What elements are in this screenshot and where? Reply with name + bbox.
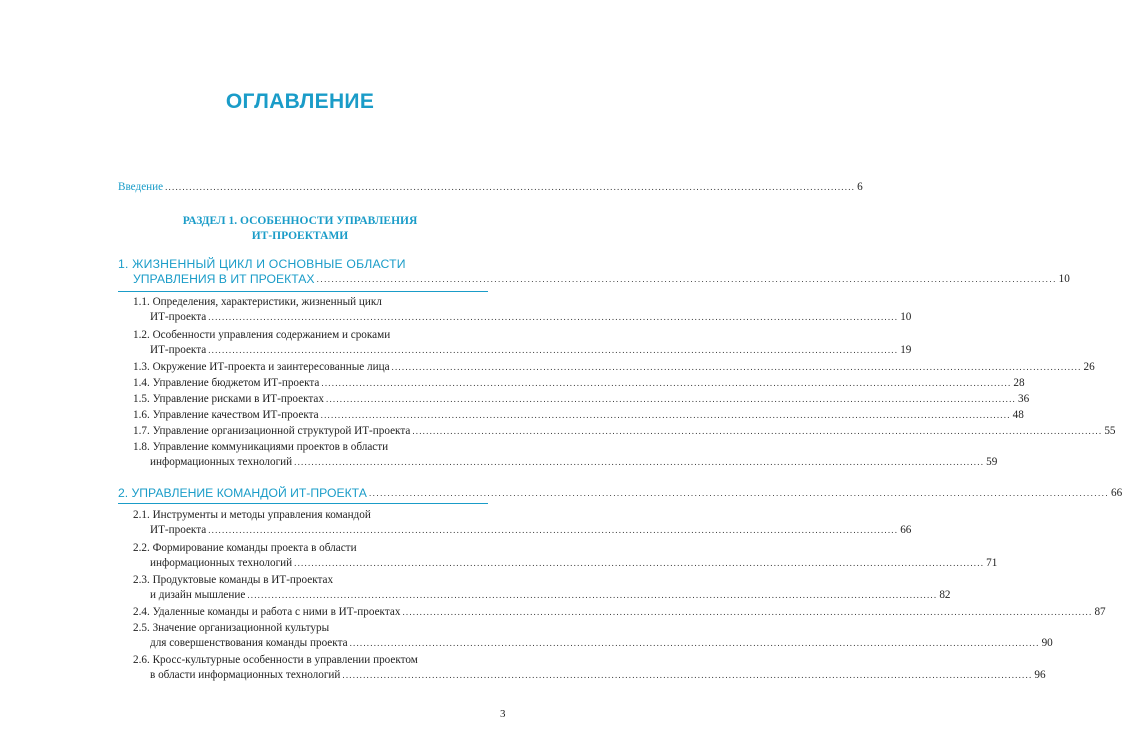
toc-entry-page: 10 bbox=[1058, 273, 1070, 285]
leader-dots: ........................................................................................................................................................................................................ bbox=[294, 558, 985, 568]
leader-dots: ........................................................................................................................................................................................................ bbox=[208, 525, 899, 535]
toc-entry-label: Введение bbox=[118, 181, 164, 193]
toc-subentry[interactable] bbox=[150, 636, 1053, 650]
toc-subentry-page: 90 bbox=[1041, 637, 1053, 649]
leader-dots: ........................................................................................................................................................................................................ bbox=[412, 426, 1103, 436]
toc-subentry-line1: 2.1. Инструменты и методы управления командой bbox=[133, 509, 371, 521]
leader-dots: ........................................................................................................................................................................................................ bbox=[368, 488, 1109, 498]
toc-subentry-page: 82 bbox=[939, 589, 951, 601]
toc-subentry-page: 10 bbox=[900, 311, 912, 323]
toc-subentry[interactable] bbox=[150, 455, 998, 469]
toc-subentry-label: и дизайн мышление bbox=[150, 589, 246, 601]
leader-dots: ........................................................................................................................................................................................................ bbox=[320, 410, 1011, 420]
toc-subentry[interactable] bbox=[133, 408, 1024, 422]
toc-subentry[interactable] bbox=[133, 424, 1116, 438]
toc-entry-intro[interactable] bbox=[118, 180, 863, 194]
toc-subentry-line1: 1.2. Особенности управления содержанием и сроками bbox=[133, 329, 391, 341]
toc-subentry-line1: 2.6. Кросс-культурные особенности в управлении проектом bbox=[133, 654, 418, 666]
toc-subentry-page: 66 bbox=[900, 524, 912, 536]
toc-subentry[interactable] bbox=[150, 310, 912, 324]
leader-dots: ........................................................................................................................................................................................................ bbox=[402, 607, 1093, 617]
toc-subentry[interactable] bbox=[150, 556, 998, 570]
toc-subentry-line1: 1.1. Определения, характеристики, жизненный цикл bbox=[133, 296, 382, 308]
toc-subentry[interactable] bbox=[133, 360, 1095, 374]
toc-subentry[interactable] bbox=[150, 523, 912, 537]
toc-subentry-line1: 2.3. Продуктовые команды в ИТ-проектах bbox=[133, 574, 334, 586]
toc-subentry-page: 28 bbox=[1013, 377, 1025, 389]
page-number: 3 bbox=[500, 708, 506, 720]
leader-dots: ........................................................................................................................................................................................................ bbox=[349, 638, 1040, 648]
leader-dots: ........................................................................................................................................................................................................ bbox=[326, 394, 1016, 404]
toc-subentry-label: 1.6. Управление качеством ИТ-проекта bbox=[133, 409, 319, 421]
leader-dots: ........................................................................................................................................................................................................ bbox=[247, 590, 938, 600]
toc-subentry-page: 71 bbox=[986, 557, 998, 569]
chapter-title-line2: УПРАВЛЕНИЯ В ИТ ПРОЕКТАХ bbox=[133, 272, 315, 286]
toc-entry-chapter-2[interactable] bbox=[118, 486, 1122, 500]
toc-subentry-line1: 2.5. Значение организационной культуры bbox=[133, 622, 330, 634]
toc-subentry-page: 19 bbox=[900, 344, 912, 356]
toc-subentry[interactable] bbox=[133, 392, 1030, 406]
toc-subentry-label: 1.3. Окружение ИТ-проекта и заинтересованные лица bbox=[133, 361, 390, 373]
leader-dots: ........................................................................................................................................................................................................ bbox=[391, 362, 1082, 372]
section-heading bbox=[0, 214, 600, 244]
toc-subentry-label: 1.7. Управление организационной структурой ИТ-проекта bbox=[133, 425, 411, 437]
toc-subentry-label: ИТ-проекта bbox=[150, 311, 207, 323]
toc-subentry-page: 55 bbox=[1104, 425, 1116, 437]
chapter-title-line1: 1. ЖИЗНЕННЫЙ ЦИКЛ И ОСНОВНЫЕ ОБЛАСТИ bbox=[118, 257, 406, 271]
toc-subentry-page: 48 bbox=[1012, 409, 1024, 421]
toc-subentry-page: 26 bbox=[1083, 361, 1095, 373]
toc-subentry-label: ИТ-проекта bbox=[150, 524, 207, 536]
toc-entry-page: 66 bbox=[1110, 487, 1122, 499]
toc-subentry-label: ИТ-проекта bbox=[150, 344, 207, 356]
toc-subentry-page: 59 bbox=[986, 456, 998, 468]
toc-entry-page: 6 bbox=[857, 181, 863, 193]
leader-dots: ........................................................................................................................................................................................................ bbox=[294, 457, 985, 467]
toc-subentry-label: в области информационных технологий bbox=[150, 669, 341, 681]
section-heading-line1: РАЗДЕЛ 1. ОСОБЕННОСТИ УПРАВЛЕНИЯ bbox=[182, 215, 418, 227]
leader-dots: ........................................................................................................................................................................................................ bbox=[342, 670, 1033, 680]
toc-subentry[interactable] bbox=[133, 605, 1106, 619]
toc-subentry-label: 1.4. Управление бюджетом ИТ-проекта bbox=[133, 377, 320, 389]
leader-dots: ........................................................................................................................................................................................................ bbox=[165, 182, 856, 192]
toc-subentry[interactable] bbox=[150, 588, 951, 602]
toc-subentry-page: 96 bbox=[1034, 669, 1046, 681]
chapter-divider bbox=[118, 291, 488, 292]
chapter-title: 2. УПРАВЛЕНИЕ КОМАНДОЙ ИТ-ПРОЕКТА bbox=[118, 486, 367, 500]
toc-subentry[interactable] bbox=[150, 343, 912, 357]
toc-subentry-label: 2.4. Удаленные команды и работа с ними в ИТ-проектах bbox=[133, 606, 401, 618]
toc-subentry-label: 1.5. Управление рисками в ИТ-проектах bbox=[133, 393, 324, 405]
leader-dots: ........................................................................................................................................................................................................ bbox=[208, 312, 899, 322]
toc-entry-chapter-1[interactable] bbox=[133, 272, 1070, 286]
page-title: ОГЛАВЛЕНИЕ bbox=[225, 90, 375, 113]
toc-subentry-label: информационных технологий bbox=[150, 456, 293, 468]
toc-subentry-page: 36 bbox=[1018, 393, 1030, 405]
chapter-divider bbox=[118, 503, 488, 504]
toc-subentry[interactable] bbox=[133, 376, 1025, 390]
toc-subentry-line1: 1.8. Управление коммуникациями проектов в области bbox=[133, 441, 389, 453]
toc-subentry[interactable] bbox=[150, 668, 1046, 682]
leader-dots: ........................................................................................................................................................................................................ bbox=[208, 345, 899, 355]
leader-dots: ........................................................................................................................................................................................................ bbox=[321, 378, 1012, 388]
leader-dots: ........................................................................................................................................................................................................ bbox=[316, 274, 1057, 284]
toc-subentry-page: 87 bbox=[1094, 606, 1106, 618]
toc-subentry-label: информационных технологий bbox=[150, 557, 293, 569]
section-heading-line2: ИТ-ПРОЕКТАМИ bbox=[251, 230, 349, 242]
toc-subentry-label: для совершенствования команды проекта bbox=[150, 637, 348, 649]
toc-subentry-line1: 2.2. Формирование команды проекта в области bbox=[133, 542, 357, 554]
